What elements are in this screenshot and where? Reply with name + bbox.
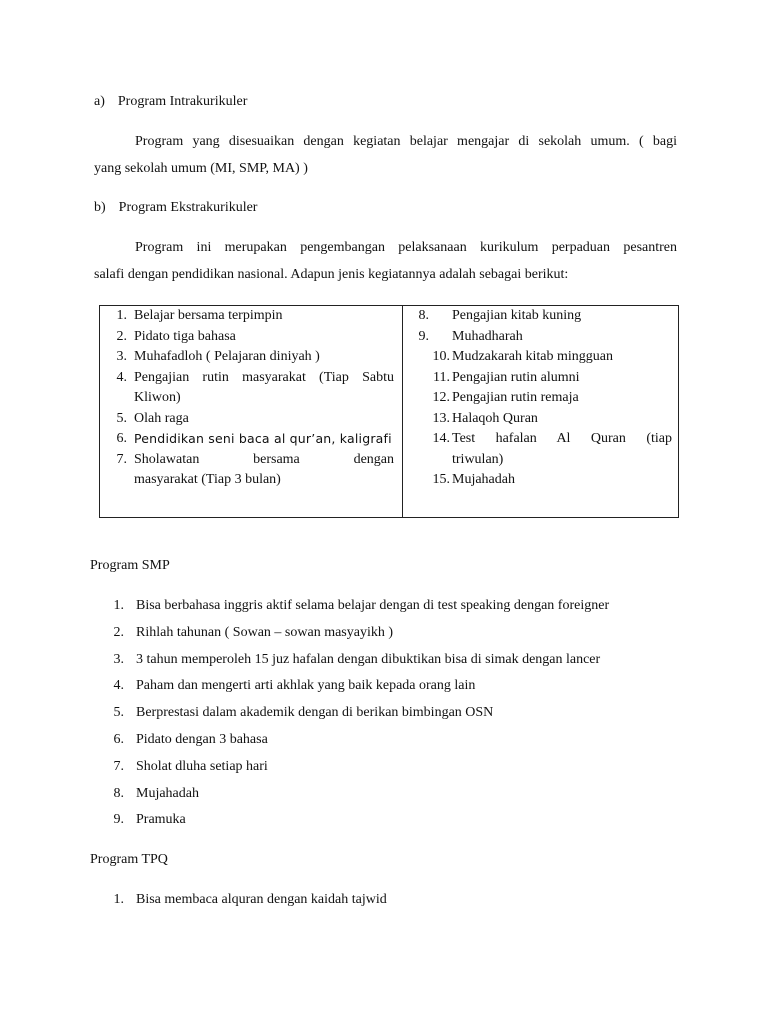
list-item: 2. Pidato tiga bahasa bbox=[116, 328, 236, 344]
list-item: 3. Muhafadloh ( Pelajaran diniyah ) bbox=[116, 349, 320, 364]
list-item: 2. Rihlah tahunan ( Sowan – sowan masyayikh ) bbox=[113, 624, 394, 640]
list-item: 14. Test hafalan Al Quran (tiap bbox=[432, 431, 672, 446]
program-tpq-list bbox=[100, 892, 700, 919]
list-item: 9. Pramuka bbox=[113, 812, 186, 828]
list-item: 8. Pengajian kitab kuning bbox=[418, 308, 582, 323]
section-b-label: b) bbox=[94, 200, 106, 215]
section-b-title: Program Ekstrakurikuler bbox=[118, 200, 258, 215]
list-item: 12. Pengajian rutin remaja bbox=[432, 390, 579, 405]
list-item: 8. Mujahadah bbox=[113, 785, 199, 801]
activities-left-column bbox=[106, 306, 396, 491]
list-item: 5. Berprestasi dalam akademik dengan di berikan bimbingan OSN bbox=[113, 705, 494, 721]
list-item: 1. Bisa membaca alquran dengan kaidah tajwid bbox=[113, 892, 387, 907]
program-tpq-heading: Program TPQ bbox=[90, 852, 168, 867]
activities-right-column bbox=[408, 306, 674, 491]
section-a-label: a) bbox=[94, 94, 105, 109]
list-item: 7. Sholawatan bersama dengan bbox=[116, 451, 394, 467]
table-divider bbox=[402, 306, 403, 517]
section-a-heading bbox=[94, 94, 247, 110]
list-item: 11. Pengajian rutin alumni bbox=[433, 369, 580, 385]
list-item-continuation: Kliwon) bbox=[134, 390, 181, 405]
program-smp-heading: Program SMP bbox=[90, 558, 170, 573]
list-item: 5. Olah raga bbox=[116, 410, 189, 426]
list-item: 15. Mujahadah bbox=[432, 472, 515, 487]
program-smp-list bbox=[100, 598, 700, 839]
section-b-paragraph-line-1: Program ini merupakan pengembangan pelaksanaan kurikulum perpaduan pesantren bbox=[135, 240, 677, 255]
list-item: 13. Halaqoh Quran bbox=[432, 410, 538, 426]
list-item: 3. 3 tahun memperoleh 15 juz hafalan dengan dibuktikan bisa di simak dengan lancer bbox=[113, 651, 601, 667]
section-b-paragraph-line-2: salafi dengan pendidikan nasional. Adapun jenis kegiatannya adalah sebagai berikut: bbox=[94, 267, 569, 282]
list-item: 1. Belajar bersama terpimpin bbox=[116, 308, 283, 323]
list-item: 6. Pendidikan seni baca al qur’an, kaligrafi bbox=[116, 431, 392, 446]
activities-table bbox=[99, 305, 679, 518]
section-a-title: Program Intrakurikuler bbox=[117, 94, 248, 109]
section-b-heading bbox=[94, 200, 257, 216]
list-item: 7. Sholat dluha setiap hari bbox=[113, 758, 268, 774]
section-a-paragraph-line-1: Program yang disesuaikan dengan kegiatan belajar mengajar di sekolah umum. ( bagi bbox=[135, 134, 677, 149]
list-item: 10. Mudzakarah kitab mingguan bbox=[432, 349, 613, 364]
list-item: 9. Muhadharah bbox=[418, 328, 523, 344]
list-item: 4. Pengajian rutin masyarakat (Tiap Sabtu bbox=[116, 369, 394, 385]
list-item: 6. Pidato dengan 3 bahasa bbox=[113, 731, 268, 747]
section-a-paragraph-line-2: yang sekolah umum (MI, SMP, MA) ) bbox=[94, 161, 308, 176]
list-item: 4. Paham dan mengerti arti akhlak yang baik kepada orang lain bbox=[113, 678, 476, 694]
list-item-continuation: triwulan) bbox=[452, 451, 504, 467]
list-item: 1. Bisa berbahasa inggris aktif selama belajar dengan di test speaking dengan foreigner bbox=[113, 598, 610, 613]
list-item-continuation: masyarakat (Tiap 3 bulan) bbox=[134, 472, 281, 487]
